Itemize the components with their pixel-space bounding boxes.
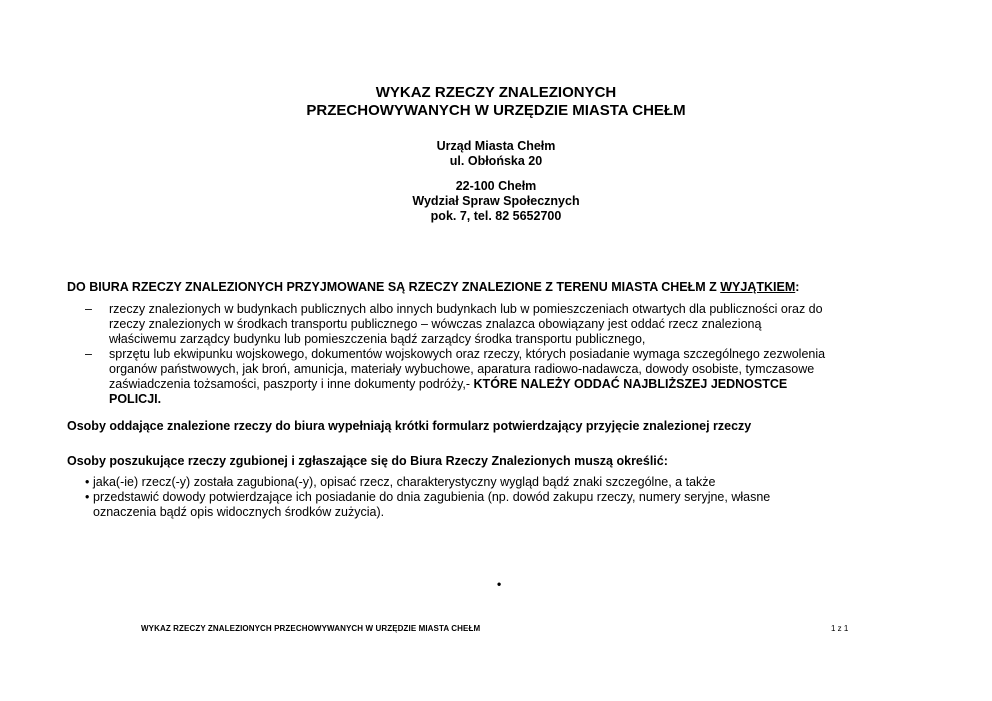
section-heading: [67, 280, 927, 295]
requirement-1-text: jaka(-ie) rzecz(-y) została zagubiona(-y), opisać rzecz, charakterystyczny wygląd bądź znaki szczególne, a także: [93, 475, 716, 489]
heading-suffix: :: [795, 280, 800, 294]
exception-2-line-3-text: zaświadczenia tożsamości, paszporty i inne dokumenty podróży,-: [109, 377, 474, 391]
police-instruction-end: POLICJI.: [109, 392, 162, 406]
heading-emphasis: WYJĄTKIEM: [720, 280, 796, 294]
bullet-marker: •: [85, 475, 90, 489]
office-contact-block: [0, 179, 992, 224]
requirement-2-line-2: oznaczenia bądź opis widocznych środków zużycia).: [93, 505, 385, 519]
office-name: Urząd Miasta Chełm: [436, 139, 556, 153]
handover-paragraph: Osoby oddające znalezione rzeczy do biura wypełniają krótki formularz potwierdzający przyjęcie znalezionej rzeczy: [67, 419, 752, 433]
bullet-marker: •: [85, 490, 90, 504]
dash-marker: –: [85, 302, 92, 316]
office-street: ul. Obłońska 20: [449, 154, 543, 168]
heading-text: DO BIURA RZECZY ZNALEZIONYCH PRZYJMOWANE SĄ RZECZY ZNALEZIONE Z TERENU MIASTA CHEŁM Z: [67, 280, 721, 294]
exceptions-list: [67, 302, 927, 407]
dash-marker: –: [85, 347, 92, 361]
office-address-block: [0, 139, 992, 169]
exception-2-line-3: [109, 377, 927, 392]
exception-1-line-1: rzeczy znalezionych w budynkach publicznych albo innych budynkach lub w pomieszczeniach otwartych dla publiczności oraz do: [109, 302, 823, 316]
exception-1-line-3: właściwemu zarządcy budynku lub pomieszczenia bądź zarządcy środka transportu publicznego,: [109, 332, 646, 346]
office-room-phone: pok. 7, tel. 82 5652700: [430, 209, 562, 223]
document-title: [0, 84, 992, 120]
exception-item: [67, 347, 927, 407]
stray-bullet: •: [497, 577, 502, 591]
exception-1-line-2: rzeczy znalezionych w środkach transportu publicznego – wówczas znalazca obowiązany jest oddać rzecz znalezioną: [109, 317, 762, 331]
requirement-item: [67, 490, 927, 520]
title-line-1: WYKAZ RZECZY ZNALEZIONYCH: [375, 84, 617, 101]
title-line-2: PRZECHOWYWANYCH W URZĘDZIE MIASTA CHEŁM: [306, 102, 686, 119]
exception-2-line-1: sprzętu lub ekwipunku wojskowego, dokumentów wojskowych oraz rzeczy, których posiadanie wymaga szczególnego zezwolenia: [109, 347, 826, 361]
exception-2-line-2: organów państwowych, jak broń, amunicja, materiały wybuchowe, aparatura radiowo-nadawcza, dowody osobiste, tymczasowe: [109, 362, 815, 376]
requirement-item: [67, 475, 927, 490]
police-instruction: KTÓRE NALEŻY ODDAĆ NAJBLIŻSZEJ JEDNOSTCE: [473, 377, 788, 391]
requirements-list: [67, 475, 927, 520]
footer-page-number: 1 z 1: [831, 624, 849, 633]
exception-item: [67, 302, 927, 347]
requirement-2-line-1: przedstawić dowody potwierdzające ich posiadanie do dnia zagubienia (np. dowód zakupu rzeczy, numery seryjne, własne: [93, 490, 771, 504]
footer-title: WYKAZ RZECZY ZNALEZIONYCH PRZECHOWYWANYCH W URZĘDZIE MIASTA CHEŁM: [141, 624, 481, 633]
claim-paragraph: Osoby poszukujące rzeczy zgubionej i zgłaszające się do Biura Rzeczy Znalezionych muszą określić:: [67, 454, 668, 468]
office-department: Wydział Spraw Społecznych: [412, 194, 580, 208]
office-postal: 22-100 Chełm: [455, 179, 537, 193]
